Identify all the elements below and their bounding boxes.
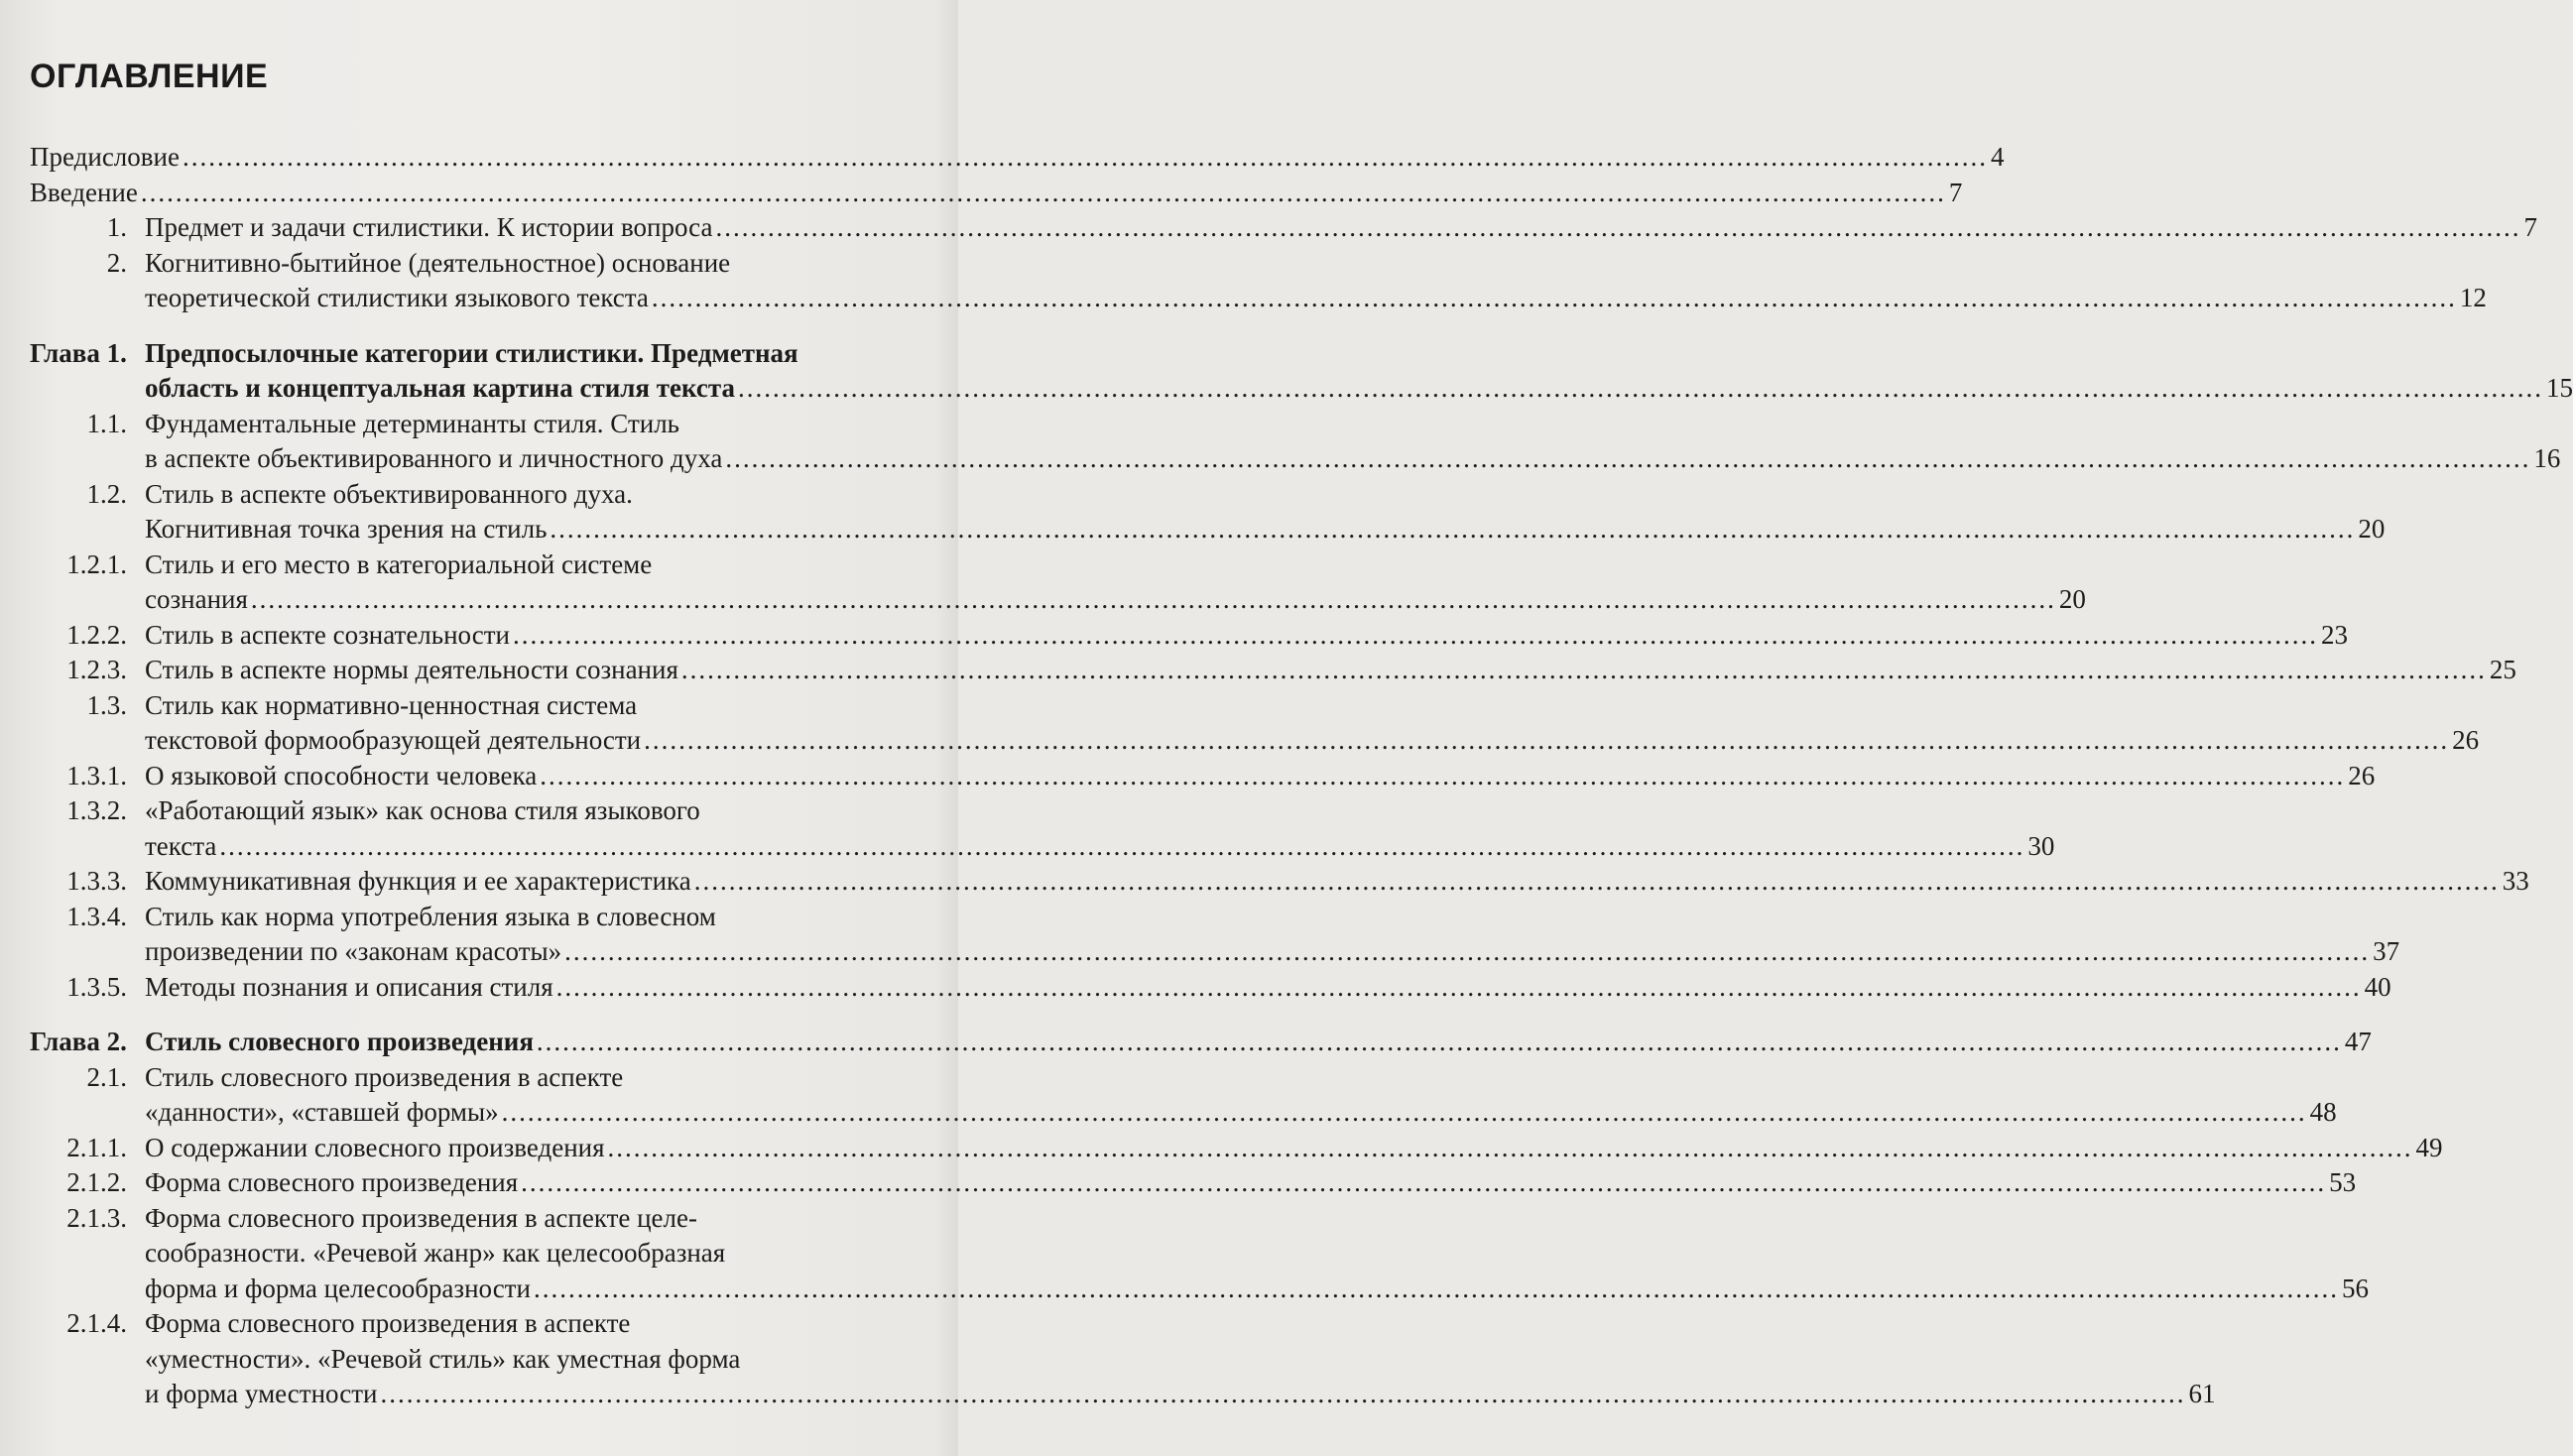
toc-entry[interactable] bbox=[30, 547, 2086, 618]
toc-entry-title-line: Фундаментальные детерминанты стиля. Стиль bbox=[145, 408, 679, 438]
toc-page-number: 61 bbox=[2188, 1379, 2216, 1408]
toc-entry-title: Коммуникативная функция и ее характеристика bbox=[145, 866, 691, 896]
toc-page-number: 20 bbox=[2058, 584, 2086, 614]
toc-entry-number: 2.1.1. bbox=[66, 1132, 127, 1162]
toc-entry[interactable] bbox=[30, 900, 2400, 970]
toc-entry-title: Стиль в аспекте нормы деятельности сознания bbox=[145, 655, 678, 684]
dot-leader bbox=[521, 1165, 2326, 1201]
dot-leader bbox=[513, 618, 2318, 654]
toc-entry-title: произведении по «законам красоты» bbox=[145, 936, 562, 966]
dot-leader bbox=[502, 1095, 2307, 1131]
toc-entry-number: 1.3. bbox=[86, 689, 127, 720]
dot-leader bbox=[550, 512, 2355, 547]
toc-page-number: 12 bbox=[2459, 283, 2487, 312]
toc-entry-number: 2.1. bbox=[86, 1061, 127, 1092]
toc-entry[interactable] bbox=[30, 688, 2480, 759]
toc-entry-title-line: Форма словесного произведения в аспекте bbox=[145, 1308, 631, 1338]
toc-page-number: 23 bbox=[2320, 619, 2348, 650]
toc-entry-title-line: «уместности». «Речевой стиль» как уместная форма bbox=[145, 1343, 741, 1374]
toc-entry-title: Предмет и задачи стилистики. К истории вопроса bbox=[145, 212, 713, 242]
toc-entry-title: текстовой формообразующей деятельности bbox=[145, 725, 642, 755]
toc-page-number: 53 bbox=[2329, 1167, 2357, 1197]
toc-entry-title-line: Стиль как нормативно-ценностная система bbox=[145, 689, 638, 720]
table-of-contents bbox=[30, 140, 2573, 1412]
dot-leader bbox=[556, 970, 2362, 1006]
page-title: ОГЛАВЛЕНИЕ bbox=[30, 58, 269, 95]
toc-page-number: 33 bbox=[2502, 866, 2529, 896]
dot-leader bbox=[251, 582, 2056, 618]
toc-entry-number: 2. bbox=[106, 247, 127, 278]
toc-entry-title: «данности», «ставшей формы» bbox=[145, 1097, 499, 1127]
toc-entry-preface[interactable] bbox=[30, 140, 2005, 176]
toc-page-number: 20 bbox=[2358, 514, 2386, 544]
dot-leader bbox=[715, 210, 2520, 246]
dot-leader bbox=[725, 441, 2530, 477]
toc-entry-title: Введение bbox=[30, 177, 138, 207]
toc-entry-number: 1.2.3. bbox=[66, 655, 127, 684]
toc-entry-title: Предисловие bbox=[30, 142, 180, 172]
toc-entry-title: и форма уместности bbox=[145, 1379, 378, 1408]
toc-page-number: 49 bbox=[2415, 1132, 2443, 1162]
toc-entry-title: Стиль в аспекте сознательности bbox=[145, 619, 510, 650]
toc-page-number: 47 bbox=[2344, 1027, 2372, 1056]
toc-entry[interactable] bbox=[30, 477, 2386, 547]
dot-leader bbox=[644, 723, 2449, 759]
toc-page-number: 15 bbox=[2546, 373, 2573, 403]
dot-leader bbox=[534, 1272, 2339, 1307]
chapter-title: область и концептуальная картина стиля текста bbox=[145, 373, 735, 403]
toc-chapter-1[interactable] bbox=[30, 336, 2573, 407]
toc-entry[interactable] bbox=[30, 759, 2376, 794]
toc-entry-title-line: сообразности. «Речевой жанр» как целесообразная bbox=[145, 1238, 726, 1268]
dot-leader bbox=[738, 371, 2543, 407]
toc-page-number: 16 bbox=[2533, 443, 2561, 473]
dot-leader bbox=[380, 1377, 2185, 1412]
toc-entry-title: текста bbox=[145, 830, 217, 861]
toc-entry-number: 2.1.4. bbox=[66, 1308, 127, 1338]
toc-entry-title: форма и форма целесообразности bbox=[145, 1273, 531, 1303]
toc-entry-title: в аспекте объективированного и личностного духа bbox=[145, 443, 723, 473]
toc-entry[interactable] bbox=[30, 210, 2537, 246]
dot-leader bbox=[694, 864, 2500, 900]
toc-page-number: 7 bbox=[2523, 212, 2537, 242]
toc-entry-title-line: Стиль как норма употребления языка в словесном bbox=[145, 901, 716, 931]
toc-entry-title-line: «Работающий язык» как основа стиля языкового bbox=[145, 795, 700, 825]
toc-entry-number: 1.2. bbox=[86, 478, 127, 509]
toc-entry-number: 1.3.4. bbox=[66, 901, 127, 931]
toc-entry-title-line: Стиль и его место в категориальной системе bbox=[145, 548, 653, 579]
toc-entry-number: 1.3.2. bbox=[66, 795, 127, 825]
toc-entry-introduction[interactable] bbox=[30, 176, 1963, 211]
toc-entry[interactable] bbox=[30, 618, 2348, 654]
dot-leader bbox=[564, 934, 2370, 970]
toc-entry-number: 2.1.2. bbox=[66, 1167, 127, 1197]
toc-entry-number: 1.2.1. bbox=[66, 548, 127, 579]
toc-entry-title-line: Стиль словесного произведения в аспекте bbox=[145, 1061, 624, 1092]
toc-entry[interactable] bbox=[30, 1165, 2357, 1201]
toc-entry[interactable] bbox=[30, 1201, 2369, 1307]
toc-page-number: 40 bbox=[2364, 971, 2391, 1002]
toc-chapter-2[interactable] bbox=[30, 1025, 2372, 1060]
toc-page-number: 7 bbox=[1948, 177, 1963, 207]
toc-entry[interactable] bbox=[30, 246, 2487, 316]
dot-leader bbox=[652, 281, 2457, 316]
page-edge-shadow bbox=[936, 0, 958, 1456]
chapter-title-line: Предпосылочные категории стилистики. Предметная bbox=[145, 337, 798, 368]
toc-page-number: 25 bbox=[2489, 655, 2516, 684]
dot-leader bbox=[540, 759, 2345, 794]
toc-entry-title: О языковой способности человека bbox=[145, 760, 538, 790]
toc-entry-title: теоретической стилистики языкового текста bbox=[145, 283, 649, 312]
dot-leader bbox=[141, 176, 1946, 211]
toc-entry-number: 1.3.3. bbox=[66, 866, 127, 896]
toc-entry[interactable] bbox=[30, 970, 2391, 1006]
dot-leader bbox=[608, 1131, 2413, 1166]
toc-page-number: 26 bbox=[2348, 760, 2376, 790]
chapter-title: Стиль словесного произведения bbox=[145, 1027, 534, 1056]
toc-entry-number: 1.3.1. bbox=[66, 760, 127, 790]
toc-entry[interactable] bbox=[30, 864, 2529, 900]
toc-entry[interactable] bbox=[30, 793, 2055, 864]
dot-leader bbox=[537, 1025, 2342, 1060]
toc-entry-title: Методы познания и описания стиля bbox=[145, 971, 553, 1002]
toc-page-number: 48 bbox=[2309, 1097, 2337, 1127]
toc-page-number: 4 bbox=[1990, 142, 2005, 172]
toc-entry-title: сознания bbox=[145, 584, 248, 614]
toc-entry-number: 1.3.5. bbox=[66, 971, 127, 1002]
toc-entry-title: Форма словесного произведения bbox=[145, 1167, 519, 1197]
toc-page-number: 30 bbox=[2027, 830, 2055, 861]
chapter-number: Глава 2. bbox=[30, 1027, 127, 1056]
toc-entry-number: 2.1.3. bbox=[66, 1202, 127, 1233]
dot-leader bbox=[183, 140, 1988, 176]
toc-page-number: 56 bbox=[2341, 1273, 2369, 1303]
toc-entry-title: О содержании словесного произведения bbox=[145, 1132, 605, 1162]
toc-entry[interactable] bbox=[30, 1306, 2216, 1412]
chapter-number: Глава 1. bbox=[30, 337, 127, 368]
toc-entry-title: Когнитивная точка зрения на стиль bbox=[145, 514, 548, 544]
toc-entry[interactable] bbox=[30, 1060, 2337, 1131]
toc-entry-number: 1.2.2. bbox=[66, 619, 127, 650]
toc-entry[interactable] bbox=[30, 1131, 2443, 1166]
toc-entry-title-line: Стиль в аспекте объективированного духа. bbox=[145, 478, 633, 509]
toc-entry-number: 1.1. bbox=[86, 408, 127, 438]
toc-entry-number: 1. bbox=[106, 212, 127, 242]
toc-page-number: 26 bbox=[2452, 725, 2480, 755]
toc-entry[interactable] bbox=[30, 653, 2516, 688]
toc-entry-title-line: Форма словесного произведения в аспекте целе- bbox=[145, 1202, 697, 1233]
toc-entry[interactable] bbox=[30, 407, 2561, 477]
dot-leader bbox=[219, 829, 2024, 865]
toc-page-number: 37 bbox=[2373, 936, 2400, 966]
toc-entry-title-line: Когнитивно-бытийное (деятельностное) основание bbox=[145, 247, 731, 278]
